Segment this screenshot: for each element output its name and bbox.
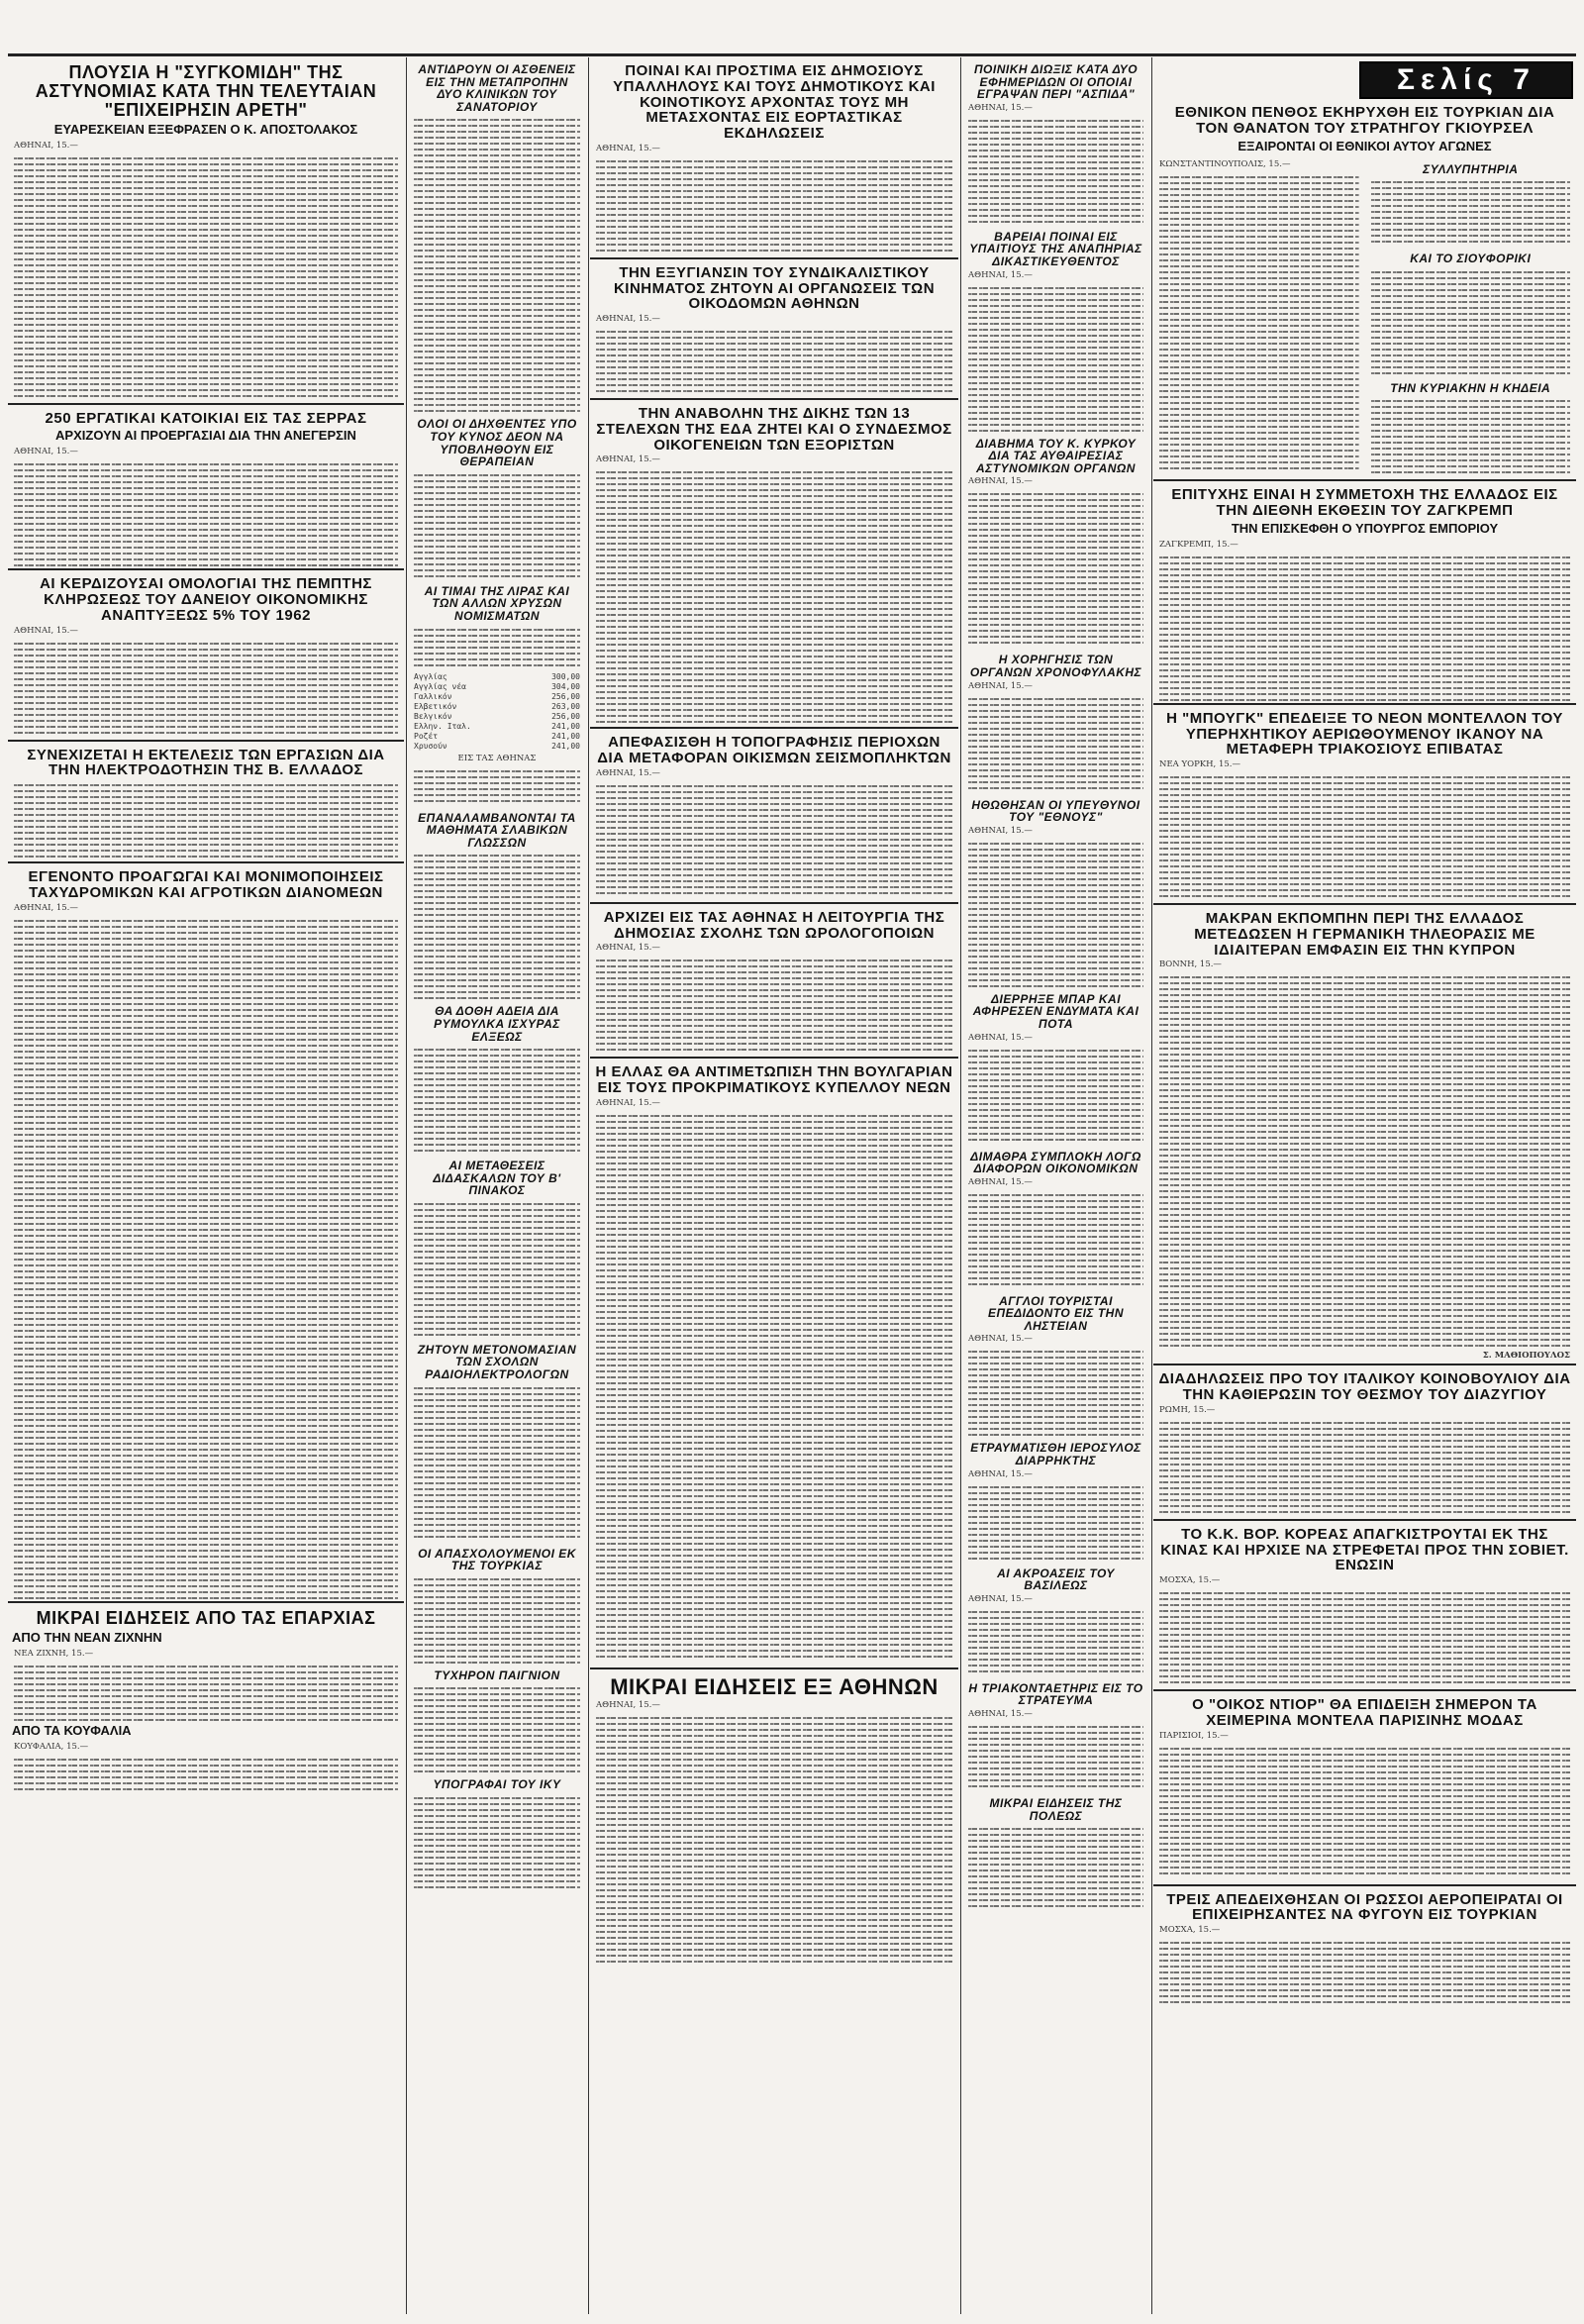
article-subcolumn [1365,157,1577,478]
article-text [1159,1938,1570,2007]
divider [1153,479,1576,481]
article-text [14,153,398,401]
dateline: ΑΘΗΝΑΙ, 15.— [968,102,1033,113]
dateline: ΑΘΗΝΑΙ, 15.— [596,455,660,465]
headline: ΗΘΩΘΗΣΑΝ ΟΙ ΥΠΕΥΘΥΝΟΙ ΤΟΥ "ΕΘΝΟΥΣ" [971,797,1140,825]
article-poleos [962,1797,1149,1913]
rate-row: Ελλην. Ιταλ. 241,00 [414,721,580,731]
side-heading: ΤΗΝ ΚΥΡΙΑΚΗΝ Η ΚΗΔΕΙΑ [1390,380,1551,395]
article-eda [590,406,958,725]
article-ierosylos [962,1442,1149,1561]
article-tileorasi [1153,911,1576,1362]
column-5 [1153,99,1576,2324]
article-text [1159,553,1570,701]
rate-row: Γαλλικόν 256,00 [414,691,580,701]
article-diazygio [1153,1371,1576,1517]
article-serres [8,411,404,567]
article-zagreb [1153,487,1576,701]
headline: ΣΥΝΕΧΙΖΕΤΑΙ Η ΕΚΤΕΛΕΣΙΣ ΤΩΝ ΕΡΓΑΣΙΩΝ ΔΙΑ ΤΗΝ ΗΛΕΚΤΡΟΔΟΤΗΣΙΝ ΤΗΣ Β. ΕΛΛΑΔΟΣ [27,746,385,779]
subheadline: ΑΠΟ ΤΑ ΚΟΥΦΑΛΙΑ [12,1722,132,1738]
top-rule [8,53,1576,56]
rate-row: Βελγικόν 256,00 [414,711,580,721]
subheadline: ΕΞΑΙΡΟΝΤΑΙ ΟΙ ΕΘΝΙΚΟΙ ΑΥΤΟΥ ΑΓΩΝΕΣ [1238,138,1492,153]
dateline: ΡΩΜΗ, 15.— [1159,1404,1216,1415]
headline: ΜΙΚΡΑΙ ΕΙΔΗΣΕΙΣ ΤΗΣ ΠΟΛΕΩΣ [989,1796,1123,1823]
divider [1153,1364,1576,1365]
article-text [1371,177,1571,247]
headline: ΤΟ Κ.Κ. ΒΟΡ. ΚΟΡΕΑΣ ΑΠΑΓΚΙΣΤΡΟΥΤΑΙ ΕΚ ΤΗΣ ΚΙΝΑΣ ΚΑΙ ΗΡΧΙΣΕ ΝΑ ΣΤΡΕΦΕΤΑΙ ΠΡΟΣ ΤΗΝ ΣΟΒΙΕΤ. ΕΝΩΣΙΝ [1160,1525,1569,1574]
headline: ΑΙ ΤΙΜΑΙ ΤΗΣ ΛΙΡΑΣ ΚΑΙ ΤΩΝ ΑΛΛΩΝ ΧΡΥΣΩΝ ΝΟΜΙΣΜΑΤΩΝ [424,583,570,623]
headline: ΤΥΧΗΡΟΝ ΠΑΙΓΝΙΟΝ [434,1667,560,1682]
headline: 250 ΕΡΓΑΤΙΚΑΙ ΚΑΤΟΙΚΙΑΙ ΕΙΣ ΤΑΣ ΣΕΡΡΑΣ [45,409,367,427]
headline: ΘΑ ΔΟΘΗ ΑΔΕΙΑ ΔΙΑ ΡΥΜΟΥΛΚΑ ΙΣΧΥΡΑΣ ΕΛΞΕΩΣ [434,1004,560,1044]
article-text [968,1190,1143,1289]
divider [590,902,958,904]
divider [1153,1519,1576,1521]
dateline: ΑΘΗΝΑΙ, 15.— [968,825,1033,836]
divider [1153,1689,1576,1691]
article-text [1371,396,1571,475]
article-subcolumn [1153,157,1365,478]
article-ilektrodotisi [8,748,404,860]
headline: ΕΤΡΑΥΜΑΤΙΣΘΗ ΙΕΡΟΣΥΛΟΣ ΔΙΑΡΡΗΚΤΗΣ [970,1441,1141,1468]
headline: ΥΠΟΓΡΑΦΑΙ ΤΟΥ ΙΚΥ [433,1777,561,1792]
article-text [414,470,580,579]
article-text [596,467,952,725]
dateline: ΑΘΗΝΑΙ, 15.— [968,1334,1033,1345]
article-text [14,459,398,566]
gold-rates-table [414,672,580,752]
dateline: ΑΘΗΝΑΙ, 15.— [968,1176,1033,1187]
article-text [968,839,1143,987]
divider [8,861,404,863]
article-anapiria [962,231,1149,432]
article-astynomia [8,63,404,401]
column-rule [406,57,407,2314]
divider [590,257,958,259]
headline: ΟΛΟΙ ΟΙ ΔΗΧΘΕΝΤΕΣ ΥΠΟ ΤΟΥ ΚΥΝΟΣ ΔΕΟΝ ΝΑ ΥΠΟΒΛΗΘΟΥΝ ΕΙΣ ΘΕΡΑΠΕΙΑΝ [417,417,577,469]
article-proagogai [8,869,404,1599]
article-text [968,1046,1143,1145]
headline: Η ΧΟΡΗΓΗΣΙΣ ΤΩΝ ΟΡΓΑΝΩΝ ΧΡΟΝΟΦΥΛΑΚΗΣ [969,653,1142,679]
headline: ΑΓΓΛΟΙ ΤΟΥΡΙΣΤΑΙ ΕΠΕΔΙΔΟΝΤΟ ΕΙΣ ΤΗΝ ΛΗΣΤΕΙΑΝ [987,1293,1124,1333]
rate-row: Ελβετικόν 263,00 [414,701,580,711]
article-symploki [962,1151,1149,1289]
article-rymoulka [408,1005,586,1154]
subheadline: ΑΠΟ ΤΗΝ ΝΕΑΝ ΖΙΧΝΗΝ [12,1629,162,1645]
article-akroaseis [962,1567,1149,1676]
article-seismoplikta [590,735,958,900]
headline: ΕΠΙΤΥΧΗΣ ΕΙΝΑΙ Η ΣΥΜΜΕΤΟΧΗ ΤΗΣ ΕΛΛΑΔΟΣ ΕΙΣ ΤΗΝ ΔΙΕΘΝΗ ΕΚΘΕΣΙΝ ΤΟΥ ΖΑΓΚΡΕΜΠ [1171,486,1558,520]
dateline: ΑΘΗΝΑΙ, 15.— [968,269,1033,280]
dateline: ΑΘΗΝΑΙ, 15.— [596,767,660,778]
column-rule [960,57,961,2314]
headline: ΕΘΝΙΚΟΝ ΠΕΝΘΟΣ ΕΚΗΡΥΧΘΗ ΕΙΣ ΤΟΥΡΚΙΑΝ ΔΙΑ ΤΟΝ ΘΑΝΑΤΟΝ ΤΟΥ ΣΤΡΑΤΗΓΟΥ ΓΚΙΟΥΡΣΕΛ [1174,104,1555,137]
rate-row: Ροζέτ 241,00 [414,731,580,741]
dateline: ΑΘΗΝΑΙ, 15.— [968,1032,1033,1043]
dateline: ΑΘΗΝΑΙ, 15.— [968,1468,1033,1479]
article-kyrkos [962,438,1149,649]
article-text [414,851,580,999]
column-4 [962,57,1149,2324]
article-text [14,1662,398,1721]
article-text [1159,1418,1570,1517]
divider [8,403,404,405]
headline: ΤΗΝ ΑΝΑΒΟΛΗΝ ΤΗΣ ΔΙΚΗΣ ΤΩΝ 13 ΣΤΕΛΕΧΩΝ ΤΗΣ ΕΔΑ ΖΗΤΕΙ ΚΑΙ Ο ΣΥΝΔΕΣΜΟΣ ΟΙΚΟΓΕΝΕΙΩΝ ΤΩΝ ΕΞΟΡΙΣΤΩΝ [596,405,952,454]
article-radio [408,1344,586,1542]
subheadline: ΕΥΑΡΕΣΚΕΙΑΝ ΕΞΕΦΡΑΣΕΝ Ο Κ. ΑΠΟΣΤΟΛΑΚΟΣ [53,121,358,137]
dateline: ΜΟΣΧΑ, 15.— [1159,1575,1221,1586]
headline: Η ΕΛΛΑΣ ΘΑ ΑΝΤΙΜΕΤΩΠΙΣΗ ΤΗΝ ΒΟΥΛΓΑΡΙΑΝ ΕΙΣ ΤΟΥΣ ΠΡΟΚΡΙΜΑΤΙΚΟΥΣ ΚΥΠΕΛΛΟΥ ΝΕΩΝ [595,1063,953,1096]
headline: ΠΟΙΝΑΙ ΚΑΙ ΠΡΟΣΤΙΜΑ ΕΙΣ ΔΗΜΟΣΙΟΥΣ ΥΠΑΛΛΗΛΟΥΣ ΚΑΙ ΤΟΥΣ ΔΗΜΟΤΙΚΟΥΣ ΚΑΙ ΚΟΙΝΟΤΙΚΟΥΣ ΑΡΧΟΝΤΑΣ ΤΟΥΣ ΜΗ ΜΕΤΑΣΧΟΝΤΑΣ ΕΙΣ ΕΟΡΤΑΣΤΙΚΑΣ ΕΚΔΗΛΩΣΕΙΣ [613,62,936,142]
side-heading: ΣΥΛΛΥΠΗΤΗΡΙΑ [1423,161,1519,176]
column-rule [1151,57,1152,2314]
dateline: ΑΘΗΝΑΙ, 15.— [968,680,1033,691]
article-text [968,1482,1143,1562]
side-heading: ΚΑΙ ΤΟ ΣΙΟΥΦΟΡΙΚΙ [1410,252,1532,266]
rate-row: Αγγλίας νέα 304,00 [414,681,580,691]
article-text [1159,172,1359,469]
headline: ΔΙΑΒΗΜΑ ΤΟΥ Κ. ΚΥΡΚΟΥ ΔΙΑ ΤΑΣ ΑΥΘΑΙΡΕΣΙΑΣ ΑΣΤΥΝΟΜΙΚΩΝ ΟΡΓΑΝΩΝ [975,436,1137,475]
article-text [414,1574,580,1664]
divider [590,398,958,400]
article-columns [1153,157,1576,478]
divider [1153,703,1576,705]
dateline: ΚΩΝΣΤΑΝΤΙΝΟΥΠΟΛΙΣ, 15.— [1159,158,1291,169]
headline: ΟΙ ΑΠΑΣΧΟΛΟΥΜΕΝΟΙ ΕΚ ΤΗΣ ΤΟΥΡΚΙΑΣ [418,1546,576,1573]
dateline: ΝΕΑ ΖΙΧΝΗ, 15.— [14,1648,94,1659]
headline: ΜΙΚΡΑΙ ΕΙΔΗΣΕΙΣ ΑΠΟ ΤΑΣ ΕΠΑΡΧΙΑΣ [36,1607,376,1628]
author-signature: Σ. ΜΑΘΙΟΠΟΥΛΟΣ [1482,1351,1570,1362]
headline: Ο "ΟΙΚΟΣ ΝΤΙΟΡ" ΘΑ ΕΠΙΔΕΙΞΗ ΣΗΜΕΡΟΝ ΤΑ ΧΕΙΜΕΡΙΝΑ ΜΟΝΤΕΛΑ ΠΑΡΙΣΙΝΗΣ ΜΟΔΑΣ [1192,1696,1537,1729]
article-korea [1153,1527,1576,1687]
divider [590,1057,958,1059]
headline: ΜΙΚΡΑΙ ΕΙΔΗΣΕΙΣ ΕΞ ΑΘΗΝΩΝ [610,1673,939,1699]
article-kynos [408,418,586,578]
article-aeropeirates [1153,1892,1576,2008]
headline: ΠΟΙΝΙΚΗ ΔΙΩΞΙΣ ΚΑΤΑ ΔΥΟ ΕΦΗΜΕΡΙΔΩΝ ΟΙ ΟΠΟΙΑΙ ΕΓΡΑΨΑΝ ΠΕΡΙ "ΑΣΠΙΔΑ" [973,62,1138,102]
article-text [968,116,1143,225]
divider [8,740,404,742]
article-text [414,1793,580,1892]
article-text [1159,972,1570,1349]
divider [590,727,958,729]
headline: Η "ΜΠΟΥΓΚ" ΕΠΕΔΕΙΞΕ ΤΟ ΝΕΟΝ ΜΟΝΤΕΛΛΟΝ ΤΟΥ ΥΠΕΡΗΧΗΤΙΚΟΥ ΑΕΡΙΩΘΟΥΜΕΝΟΥ ΙΚΑΝΟΥ ΝΑ ΜΕΤΑΦΕΡΗ ΤΡΙΑΚΟΣΙΟΥΣ ΕΠΙΒΑΤΑΣ [1166,709,1563,758]
headline: ΕΓΕΝΟΝΤΟ ΠΡΟΑΓΩΓΑΙ ΚΑΙ ΜΟΝΙΜΟΠΟΙΗΣΕΙΣ ΤΑΧΥΔΡΟΜΙΚΩΝ ΚΑΙ ΑΓΡΟΤΙΚΩΝ ΔΙΑΝΟΜΕΩΝ [28,868,384,901]
headline: ΑΝΤΙΔΡΟΥΝ ΟΙ ΑΣΘΕΝΕΙΣ ΕΙΣ ΤΗΝ ΜΕΤΑΠΡΟΠΗΝ ΔΥΟ ΚΛΙΝΙΚΩΝ ΤΟΥ ΣΑΝΑΤΟΡΙΟΥ [418,62,576,114]
article-orologopoioi [590,910,958,1056]
dateline: ΒΟΝΝΗ, 15.— [1159,960,1222,970]
divider [590,1667,958,1669]
article-text [596,956,952,1055]
article-text [14,639,398,738]
article-ethnos [962,799,1149,987]
article-text [414,625,580,670]
article-poines [590,63,958,255]
headline: ΕΠΑΝΑΛΑΜΒΑΝΟΝΤΑΙ ΤΑ ΜΑΘΗΜΑΤΑ ΣΛΑΒΙΚΩΝ ΓΛΩΣΣΩΝ [418,810,576,850]
headline: Η ΤΡΙΑΚΟΝΤΑΕΤΗΡΙΣ ΕΙΣ ΤΟ ΣΤΡΑΤΕΥΜΑ [968,1680,1143,1708]
dateline: ΑΘΗΝΑΙ, 15.— [596,1097,660,1108]
dateline: ΑΘΗΝΑΙ, 15.— [596,314,660,324]
article-voulgaria [590,1064,958,1666]
dateline: ΚΟΥΦΑΛΙΑ, 15.— [14,1741,89,1752]
divider [8,1601,404,1603]
article-bar [962,993,1149,1145]
dateline: ΑΘΗΝΑΙ, 15.— [14,140,78,151]
article-lira [408,585,586,806]
rate-row: Αγγλίας 300,00 [414,671,580,681]
article-text [968,1722,1143,1791]
dateline: ΑΘΗΝΑΙ, 15.— [968,1709,1033,1720]
article-text [414,1199,580,1338]
dateline: ΝΕΑ ΥΟΡΚΗ, 15.— [1159,759,1240,770]
article-text [414,1383,580,1542]
article-sanatorio [408,63,586,412]
dateline: ΠΑΡΙΣΙΟΙ, 15.— [1159,1730,1229,1741]
column-rule [588,57,589,2314]
column-1 [8,57,404,2324]
dateline: ΑΘΗΝΑΙ, 15.— [596,943,660,954]
article-text [968,489,1143,648]
article-gkiourssel [1153,105,1576,477]
article-text [14,780,398,859]
article-xronofylakis [962,654,1149,792]
article-metatheseis [408,1160,586,1338]
dateline: ΑΘΗΝΑΙ, 15.— [596,1699,660,1710]
article-triakontaetiris [962,1682,1149,1791]
article-text [596,156,952,255]
article-text [414,115,580,412]
headline: ΜΑΚΡΑΝ ΕΚΠΟΜΠΗΝ ΠΕΡΙ ΤΗΣ ΕΛΛΑΔΟΣ ΜΕΤΕΔΩΣΕΝ Η ΓΕΡΜΑΝΙΚΗ ΤΗΛΕΟΡΑΣΙΣ ΜΕ ΙΔΙΑΙΤΕΡΑΝ ΕΜΦΑΣΙΝ ΕΙΣ ΤΗΝ ΚΥΠΡΟΝ [1194,910,1535,959]
rates-note: ΕΙΣ ΤΑΣ ΑΘΗΝΑΣ [457,753,537,763]
article-text [968,283,1143,432]
article-text [1159,772,1570,901]
divider [1153,1884,1576,1886]
article-text [1159,1588,1570,1687]
article-text [14,1755,398,1794]
dateline: ΑΘΗΝΑΙ, 15.— [14,447,78,457]
article-iky [408,1778,586,1892]
rate-row: Χρυσούν 241,00 [414,741,580,751]
headline: ΔΙΜΑΘΡΑ ΣΥΜΠΛΟΚΗ ΛΟΓΩ ΔΙΑΦΟΡΩΝ ΟΙΚΟΝΟΜΙΚΩΝ [970,1149,1141,1176]
subheadline: ΑΡΧΙΖΟΥΝ ΑΙ ΠΡΟΕΡΓΑΣΙΑΙ ΔΙΑ ΤΗΝ ΑΝΕΓΕΡΣΙΝ [55,428,356,444]
dateline: ΑΘΗΝΑΙ, 15.— [14,902,78,913]
subheadline: ΤΗΝ ΕΠΙΣΚΕΦΘΗ Ο ΥΠΟΥΡΓΟΣ ΕΜΠΟΡΙΟΥ [1231,520,1499,536]
article-text [596,1713,952,1970]
headline: ΑΙ ΜΕΤΑΘΕΣΕΙΣ ΔΙΔΑΣΚΑΛΩΝ ΤΟΥ Β' ΠΙΝΑΚΟΣ [433,1159,561,1198]
headline: ΤΡΕΙΣ ΑΠΕΔΕΙΧΘΗΣΑΝ ΟΙ ΡΩΣΣΟΙ ΑΕΡΟΠΕΙΡΑΤΑΙ ΟΙ ΕΠΙΧΕΙΡΗΣΑΝΤΕΣ ΝΑ ΦΥΓΟΥΝ ΕΙΣ ΤΟΥΡΚΙΑΝ [1166,1890,1563,1924]
dateline: ΖΑΓΚΡΕΜΠ, 15.— [1159,539,1238,550]
headline: ΑΠΕΦΑΣΙΣΘΗ Η ΤΟΠΟΓΡΑΦΗΣΙΣ ΠΕΡΙΟΧΩΝ ΔΙΑ ΜΕΤΑΦΟΡΑΝ ΟΙΚΙΣΜΩΝ ΣΕΙΣΜΟΠΛΗΚΤΩΝ [597,734,951,766]
headline: ΑΡΧΙΖΕΙ ΕΙΣ ΤΑΣ ΑΘΗΝΑΣ Η ΛΕΙΤΟΥΡΓΙΑ ΤΗΣ ΔΗΜΟΣΙΑΣ ΣΧΟΛΗΣ ΤΩΝ ΩΡΟΛΟΓΟΠΟΙΩΝ [603,908,945,942]
article-athines-news [590,1675,958,1970]
dateline: ΑΘΗΝΑΙ, 15.— [968,476,1033,487]
article-text [596,1111,952,1666]
article-touristes [962,1295,1149,1437]
headline: ΑΙ ΑΚΡΟΑΣΕΙΣ ΤΟΥ ΒΑΣΙΛΕΩΣ [997,1566,1115,1593]
article-text [414,1683,580,1772]
article-text [968,1824,1143,1913]
article-dior [1153,1697,1576,1882]
article-text [968,1347,1143,1436]
dateline: ΑΘΗΝΑΙ, 15.— [14,625,78,636]
article-slavikes [408,812,586,1000]
headline: ΖΗΤΟΥΝ ΜΕΤΟΝΟΜΑΣΙΑΝ ΤΩΝ ΣΧΟΛΩΝ ΡΑΔΙΟΗΛΕΚΤΡΟΛΟΓΩΝ [417,1342,577,1382]
headline: ΤΗΝ ΕΞΥΓΙΑΝΣΙΝ ΤΟΥ ΣΥΝΔΙΚΑΛΙΣΤΙΚΟΥ ΚΙΝΗΜΑΤΟΣ ΖΗΤΟΥΝ ΑΙ ΟΡΓΑΝΩΣΕΙΣ ΤΩΝ ΟΙΚΟΔΟΜΩΝ ΑΘΗΝΩΝ [613,263,936,313]
article-text [14,916,398,1599]
column-3 [590,57,958,2324]
headline: ΒΑΡΕΙΑΙ ΠΟΙΝΑΙ ΕΙΣ ΥΠΑΙΤΙΟΥΣ ΤΗΣ ΑΝΑΠΗΡΙΑΣ ΔΙΚΑΣΤΙΚΕΥΘΕΝΤΟΣ [969,229,1142,268]
article-text [1371,267,1571,376]
page-section-label: Σελίς 7 [1359,61,1573,99]
headline: ΠΛΟΥΣΙΑ Η "ΣΥΓΚΟΜΙΔΗ" ΤΗΣ ΑΣΤΥΝΟΜΙΑΣ ΚΑΤΑ ΤΗΝ ΤΕΛΕΥΤΑΙΑΝ "ΕΠΙΧΕΙΡΗΣΙΝ ΑΡΕΤΗ" [35,62,377,120]
headline: ΔΙΕΡΡΗΞΕ ΜΠΑΡ ΚΑΙ ΑΦΗΡΕΣΕΝ ΕΝΔΥΜΑΤΑ ΚΑΙ ΠΟΤΑ [972,991,1139,1031]
headline: ΑΙ ΚΕΡΔΙΖΟΥΣΑΙ ΟΜΟΛΟΓΙΑΙ ΤΗΣ ΠΕΜΠΤΗΣ ΚΛΗΡΩΣΕΩΣ ΤΟΥ ΔΑΝΕΙΟΥ ΟΙΚΟΝΟΜΙΚΗΣ ΑΝΑΠΤΥΞΕΩΣ 5% ΤΟΥ 1962 [40,575,372,624]
article-boeing [1153,711,1576,901]
dateline: ΑΘΗΝΑΙ, 15.— [968,1593,1033,1604]
article-text [414,766,580,806]
divider [8,568,404,570]
dateline: ΜΟΣΧΑ, 15.— [1159,1925,1221,1936]
article-tourkia [408,1548,586,1664]
divider [1153,903,1576,905]
article-text [596,781,952,900]
article-text [968,1607,1143,1676]
dateline: ΑΘΗΝΑΙ, 15.— [596,143,660,153]
article-syndikalismos [590,265,958,396]
article-text [596,327,952,396]
article-text [968,694,1143,793]
article-eparchies [8,1609,404,1794]
article-omologies [8,576,404,737]
column-2 [408,57,586,2324]
article-aspida [962,63,1149,225]
article-text [414,1045,580,1154]
headline: ΔΙΑΔΗΛΩΣΕΙΣ ΠΡΟ ΤΟΥ ΙΤΑΛΙΚΟΥ ΚΟΙΝΟΒΟΥΛΙΟΥ ΔΙΑ ΤΗΝ ΚΑΘΙΕΡΩΣΙΝ ΤΟΥ ΘΕΣΜΟΥ ΤΟΥ ΔΙΑΖΥΓΙΟΥ [1158,1370,1571,1404]
article-tyxiro [408,1669,586,1773]
article-text [1159,1744,1570,1882]
